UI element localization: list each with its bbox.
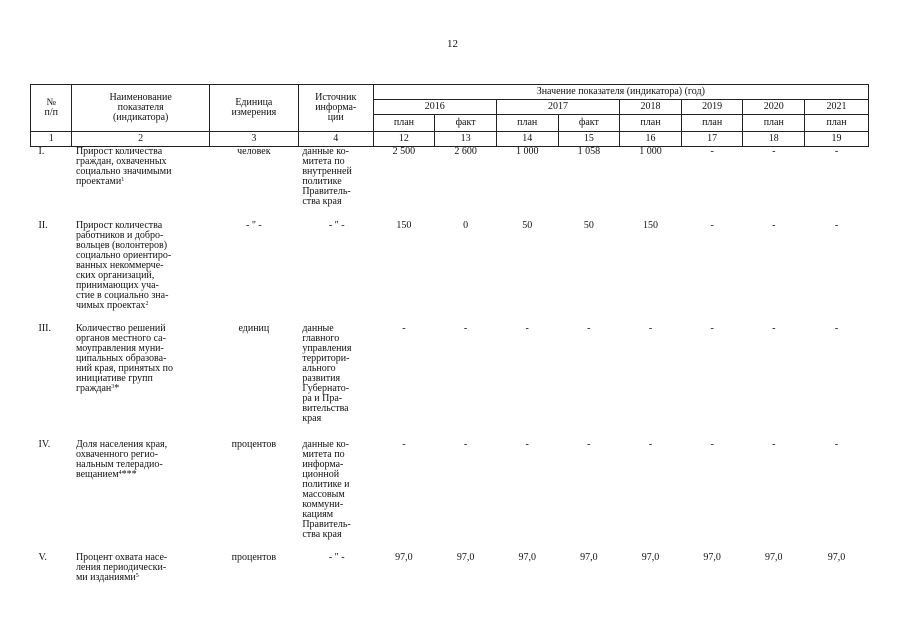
indicator-name: Процент охвата насе- ления периодически- ми изданиями$^5$ — [75, 551, 168, 583]
row-number: V. — [38, 551, 47, 563]
indicator-value: - — [834, 146, 839, 157]
indicator-value: - — [525, 438, 529, 450]
page-number: 12 — [447, 38, 458, 50]
indicator-value: 50 — [522, 219, 533, 231]
indicator-value: 97,0 — [703, 551, 721, 563]
row-number: III. — [38, 322, 51, 334]
indicator-value: - — [587, 438, 591, 450]
indicator-value: - — [402, 438, 406, 450]
indicator-value: 50 — [583, 219, 594, 231]
indicator-value: - — [710, 219, 714, 231]
unit-of-measure: процентов — [231, 438, 277, 450]
indicator-value: 1 000 — [639, 146, 662, 157]
header-name: Наименование показателя (индикатора) — [72, 85, 209, 132]
indicator-value: - — [710, 146, 714, 157]
indicator-name: Прирост количества работников и добро- вольцев (волонтеров) социально ориентиро- ванных некоммерче- ских организаций, принимающих уча- стие в социально зна- чимых проектах$^2$ — [75, 219, 172, 311]
header-year-2021: 2021 — [805, 100, 869, 115]
indicator-value: 97,0 — [580, 551, 598, 563]
column-number: 14 — [496, 132, 558, 147]
indicator-value: 1 058 — [577, 146, 601, 157]
footnote-marker: 2 — [145, 300, 149, 307]
indicator-value: 150 — [396, 219, 412, 231]
row-number: IV. — [38, 438, 51, 450]
information-source: данные главного управления территори- ального развития Губернато- ра и Пра- вительства края — [302, 322, 352, 424]
row-number: I. — [38, 146, 45, 157]
indicator-value: - — [834, 438, 839, 450]
indicator-value: - — [587, 322, 591, 334]
header-sub: план — [373, 115, 435, 132]
table-row — [31, 440, 869, 553]
header-year-2018: 2018 — [620, 100, 682, 115]
table-row — [31, 221, 869, 324]
indicator-value: - — [648, 438, 653, 450]
indicator-value: - — [772, 438, 776, 450]
indicator-value: 2 500 — [392, 146, 416, 157]
information-source: - " - — [328, 219, 345, 231]
indicator-value: - — [463, 322, 468, 334]
table-row — [31, 553, 869, 599]
indicator-value: - — [772, 219, 776, 231]
indicator-name: Доля населения края, охваченного регио- нальным телерадио- вещанием$^4$*** — [75, 438, 168, 480]
column-number: 18 — [743, 132, 805, 147]
column-number: 1 — [31, 132, 72, 147]
column-number: 17 — [681, 132, 743, 147]
indicator-value: 97,0 — [395, 551, 413, 563]
table-row — [31, 324, 869, 440]
footnote-marker: 4 — [118, 469, 122, 476]
header-sub: план — [805, 115, 869, 132]
footnote-marker: 3 — [111, 383, 115, 390]
unit-of-measure: человек — [237, 146, 271, 157]
indicators-table — [30, 84, 869, 599]
indicator-value: 2 600 — [454, 146, 477, 157]
header-num: № п/п — [31, 85, 72, 132]
information-source: данные ко- митета по внутренней политике Правитель- ства края — [302, 146, 352, 207]
column-number: 19 — [805, 132, 869, 147]
table-body — [31, 147, 869, 599]
header-year-2016: 2016 — [373, 100, 496, 115]
header-sub: план — [620, 115, 682, 132]
footnote-marker: 5 — [135, 572, 139, 579]
column-number: 3 — [209, 132, 298, 147]
information-source: - " - — [328, 551, 345, 563]
indicator-value: 97,0 — [827, 551, 846, 563]
header-sub: план — [681, 115, 743, 132]
column-number: 16 — [620, 132, 682, 147]
indicator-value: - — [772, 146, 776, 157]
indicator-value: 97,0 — [518, 551, 536, 563]
indicator-value: 0 — [463, 219, 469, 231]
column-number: 12 — [373, 132, 435, 147]
unit-of-measure: единиц — [238, 322, 270, 334]
column-number: 13 — [435, 132, 497, 147]
indicator-value: - — [710, 322, 714, 334]
header-source: Источник информа- ции — [298, 85, 373, 132]
footnote-asterisks: * — [114, 382, 120, 394]
indicator-value: 97,0 — [456, 551, 475, 563]
indicator-value: 97,0 — [765, 551, 783, 563]
header-year-2020: 2020 — [743, 100, 805, 115]
header-value-group: Значение показателя (индикатора) (год) — [373, 85, 868, 100]
header-unit: Единица измерения — [209, 85, 298, 132]
header-sub: факт — [558, 115, 620, 132]
header-year-2017: 2017 — [496, 100, 619, 115]
indicator-value: 97,0 — [641, 551, 660, 563]
indicator-value: - — [834, 219, 839, 231]
table-row — [31, 147, 869, 221]
unit-of-measure: - " - — [245, 219, 262, 231]
unit-of-measure: процентов — [231, 551, 277, 563]
indicator-value: 150 — [642, 219, 658, 231]
row-number: II. — [38, 219, 48, 231]
header-year-2019: 2019 — [681, 100, 743, 115]
indicator-value: - — [648, 322, 653, 334]
information-source: данные ко- митета по информа- ционной политике и массовым коммуни- кациям Правитель- ства края — [302, 438, 351, 540]
footnote-asterisks: *** — [121, 468, 137, 480]
indicator-value: - — [525, 322, 529, 334]
column-number: 4 — [298, 132, 373, 147]
indicator-value: - — [463, 438, 468, 450]
table-header — [31, 85, 869, 147]
header-sub: план — [743, 115, 805, 132]
header-sub: факт — [435, 115, 497, 132]
indicator-value: - — [402, 322, 406, 334]
indicator-value: - — [710, 438, 714, 450]
header-sub: план — [496, 115, 558, 132]
footnote-marker: 1 — [121, 177, 125, 183]
indicator-value: - — [834, 322, 839, 334]
column-number: 2 — [72, 132, 209, 147]
indicator-value: 1 000 — [515, 146, 539, 157]
indicator-value: - — [772, 322, 776, 334]
indicator-name: Количество решений органов местного са- моуправления муни- ципальных образова- ний края, принятых по инициативе групп граждан$^3$* — [75, 322, 173, 394]
column-number: 15 — [558, 132, 620, 147]
indicator-name: Прирост количества граждан, охваченных социально значимыми проектами$^1$ — [75, 146, 172, 187]
